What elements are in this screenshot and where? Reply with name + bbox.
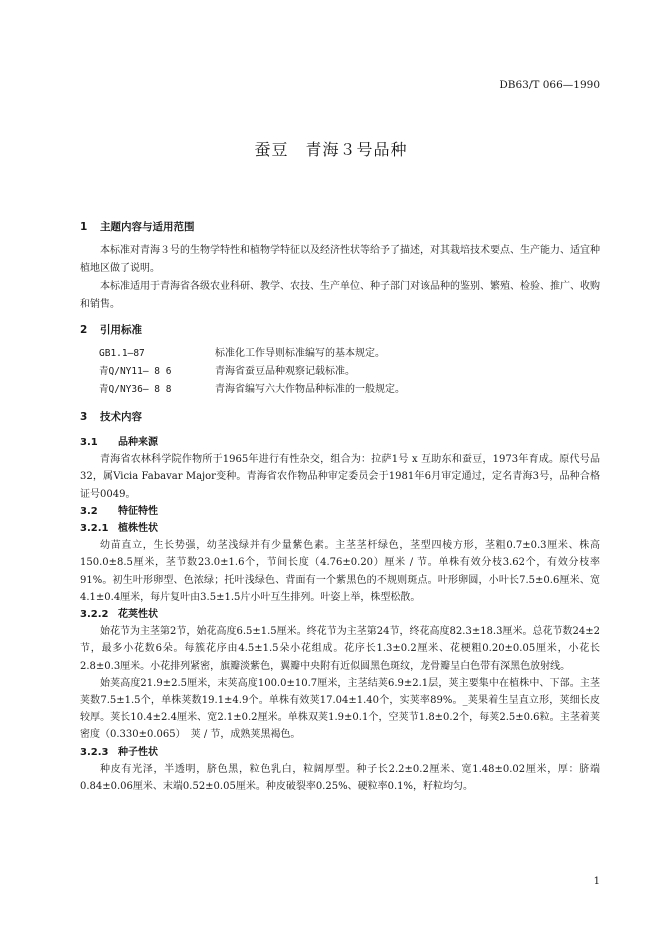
paragraph: 本标准适用于青海省各级农业科研、教学、农技、生产单位、种子部门对该品种的鉴别、繁殖、检验、推广、收购和销售。 (80, 281, 600, 310)
subsection-3-1-heading: 3.1 品种来源 (80, 437, 158, 448)
section-title: 技术内容 (100, 411, 142, 423)
page-number: 1 (593, 876, 600, 887)
section-1-body (80, 242, 600, 314)
reference-title: 标准化工作导则标准编写的基本规定。 (215, 348, 385, 359)
paragraph: 始荚高度21.9±2.5厘米，末荚高度100.0±10.7厘米，主茎结荚6.9±2.1层，荚主要集中在植株中、下部。主茎荚数7.5±1.5个，单株荚数19.1±4.9个。单株有效荚17.04±1.40个，实荚率89%。_荚果着生呈直立形，荚细长皮较厚。荚长10.4±2.4厘米、宽2.1±0.2厘米。单株双荚1.9±0.1个，空荚节1.8±0.2个，每荚2.5±0.6粒。主茎着荚密度（0.330±0.065） 荚 / 节，成熟荚黑褐色。 (80, 677, 600, 741)
paragraph: 始花节为主茎第2节，始花高度6.5±1.5厘米。终花节为主茎第24节，终花高度82.3±18.3厘米。总花节数24±2节，最多小花数6朵。每簇花序由4.5±1.5朵小花组成。花序长1.3±0.2厘米、花梗粗0.20±0.05厘米，小花长2.8±0.3厘米。小花排列紧密，旗瓣淡紫色，翼瓣中央附有近似圆黑色斑纹，龙骨瓣呈白色带有深黑色放射线。 (80, 626, 600, 672)
reference-item (99, 363, 405, 381)
section-title: 引用标准 (100, 324, 142, 336)
section-number: 3 (80, 411, 88, 423)
section-title: 主题内容与适用范围 (100, 221, 195, 233)
section-3-body (80, 434, 600, 795)
reference-item (99, 345, 405, 363)
reference-title: 青海省蚕豆品种观察记载标准。 (215, 366, 355, 377)
standard-code: DB63/T 066—1990 (499, 79, 600, 91)
paragraph: 本标准对青海３号的生物学特性和植物学特征以及经济性状等给予了描述，对其栽培技术要点、生产能力、适宜种植地区做了说明。 (80, 245, 600, 274)
section-2-heading (80, 322, 142, 337)
section-3-heading (80, 409, 142, 424)
subsection-3-2-1-heading: 3.2.1 植株性状 (80, 523, 158, 535)
paragraph: 青海省农林科学院作物所于1965年进行有性杂交，组合为：拉萨1号 x 互助东和蚕豆，1973年育成。原代号品32，属Vicia Fabavar Major变种。青海省农作物品种审定委员会于1981年6月审定通过，定名青海3号，品种合格证号0049。 (80, 454, 600, 500)
paragraph: 种皮有光泽，半透明，脐色黑，粒色乳白，粒阔厚型。种子长2.2±0.2厘米、宽1.48±0.02厘米，厚：脐端0.84±0.06厘米、末端0.52±0.05厘米。种皮破裂率0.25%、硬粒率0.1%，籽粒均匀。 (80, 763, 600, 793)
reference-code: 青Q/NY36— 8 8 (99, 384, 172, 395)
reference-code: GB1.1—87 (99, 348, 145, 359)
reference-code: 青Q/NY11— 8 6 (99, 366, 172, 377)
reference-list (99, 345, 405, 399)
paragraph: 幼苗直立，生长势强，幼茎浅绿并有少量紫色素。主茎茎杆绿色，茎型四棱方形，茎粗0.7±0.3厘米、株高150.0±8.5厘米，茎节数23.0±1.6个，节间长度（4.76±0.20）厘米 / 节。单株有效分枝3.62个，有效分枝率91%。初生叶形卵型、色浓绿；托叶浅绿色、背面有一个紫黑色的不规则斑点。叶形卵圆，小叶长7.5±0.6厘米、宽4.1±0.4厘米，每片复叶由3.5±1.5片小叶互生排列。叶姿上举，株型松散。 (80, 540, 600, 603)
subsection-3-2-heading: 3.2 特征特性 (80, 505, 158, 517)
subsection-3-2-2-heading: 3.2.2 花荚性状 (80, 609, 158, 621)
reference-title: 青海省编写六大作物品种标准的一般规定。 (215, 384, 405, 395)
section-number: 2 (80, 324, 88, 336)
document-title: 蚕豆 青海３号品种 (254, 140, 408, 159)
section-1-heading (80, 219, 195, 234)
subsection-3-2-3-heading: 3.2.3 种子性状 (80, 746, 158, 758)
reference-item (99, 381, 405, 399)
section-number: 1 (80, 221, 88, 233)
